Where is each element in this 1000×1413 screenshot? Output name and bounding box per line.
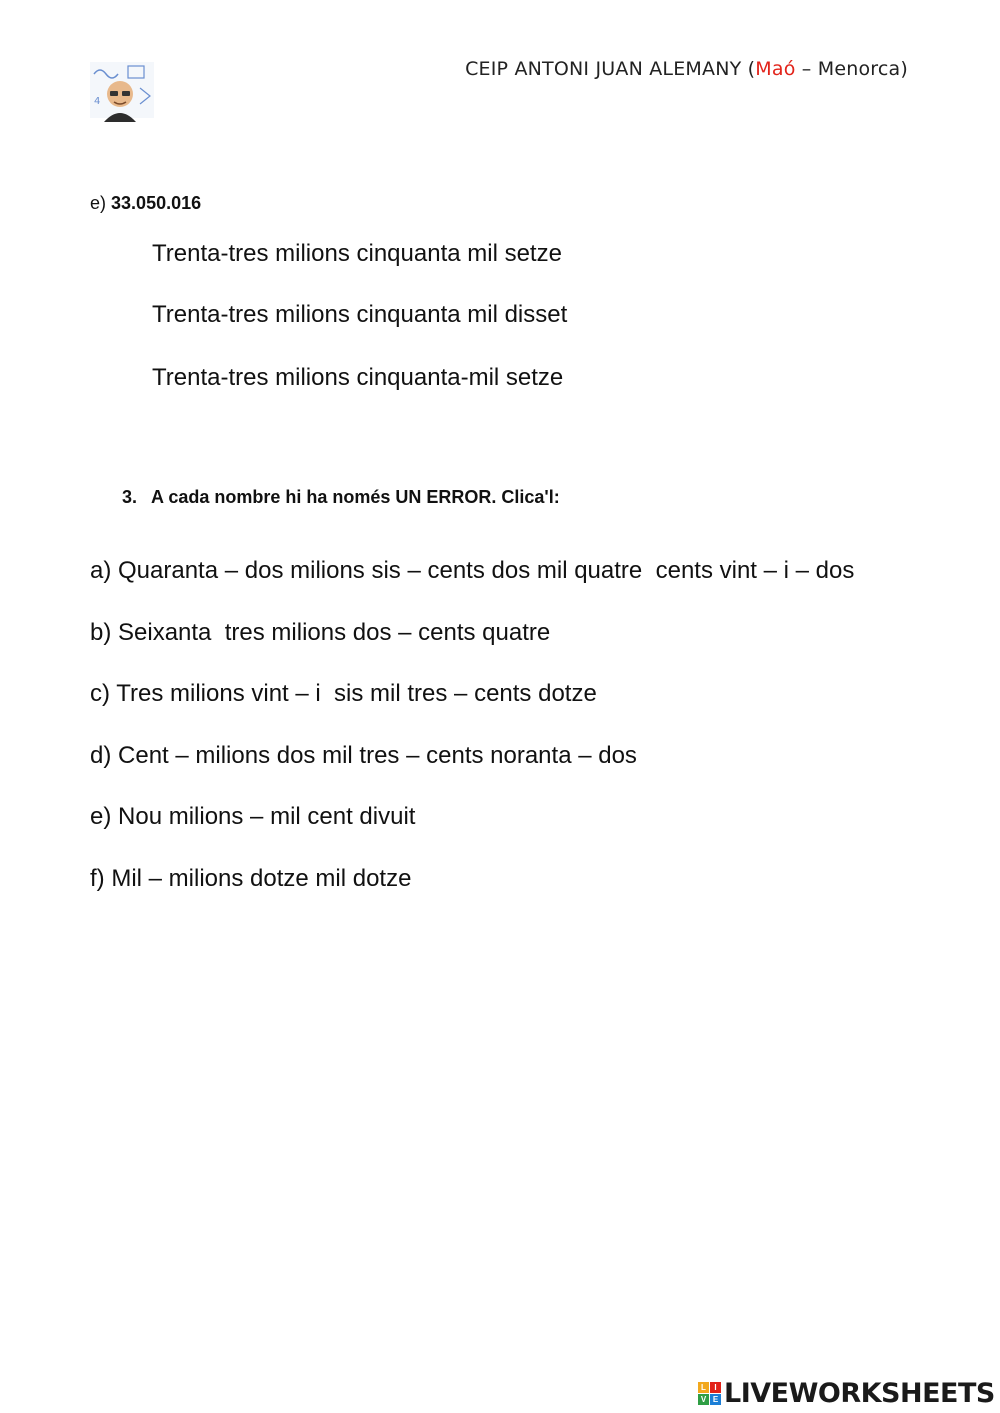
section-3-title — [122, 487, 560, 508]
option-1[interactable]: Trenta-tres milions cinquanta mil setze — [152, 240, 562, 267]
liveworksheets-brand — [698, 1376, 995, 1410]
error-item-d[interactable]: d) Cent – milions dos mil tres – cents noranta – dos — [90, 742, 637, 769]
brand-text: LIVEWORKSHEETS — [724, 1377, 995, 1409]
error-item-f[interactable]: f) Mil – milions dotze mil dotze — [90, 865, 412, 892]
error-item-a[interactable]: a) Quaranta – dos milions sis – cents dos mil quatre cents vint – i – dos — [90, 557, 855, 584]
section-3-number: 3. — [122, 487, 138, 507]
question-e-letter: e) — [90, 193, 107, 213]
error-item-c[interactable]: c) Tres milions vint – i sis mil tres – cents dotze — [90, 680, 597, 707]
question-e-label — [90, 193, 201, 214]
section-3-instruction: A cada nombre hi ha només UN ERROR. Clica'l: — [151, 487, 560, 507]
option-2[interactable]: Trenta-tres milions cinquanta mil disset — [152, 301, 568, 328]
school-name: CEIP ANTONI JUAN ALEMANY ( — [465, 58, 756, 80]
option-3[interactable]: Trenta-tres milions cinquanta-mil setze — [152, 364, 564, 391]
school-city: Maó — [755, 58, 796, 80]
error-item-e[interactable]: e) Nou milions – mil cent divuit — [90, 803, 416, 830]
school-header — [465, 58, 908, 80]
school-region: – Menorca) — [795, 58, 908, 80]
question-e-number: 33.050.016 — [111, 193, 202, 213]
svg-text:4: 4 — [94, 96, 101, 107]
brand-badge-icon: L I V E — [698, 1382, 721, 1405]
error-item-b[interactable]: b) Seixanta tres milions dos – cents quatre — [90, 619, 551, 646]
teacher-avatar-logo — [88, 58, 156, 122]
